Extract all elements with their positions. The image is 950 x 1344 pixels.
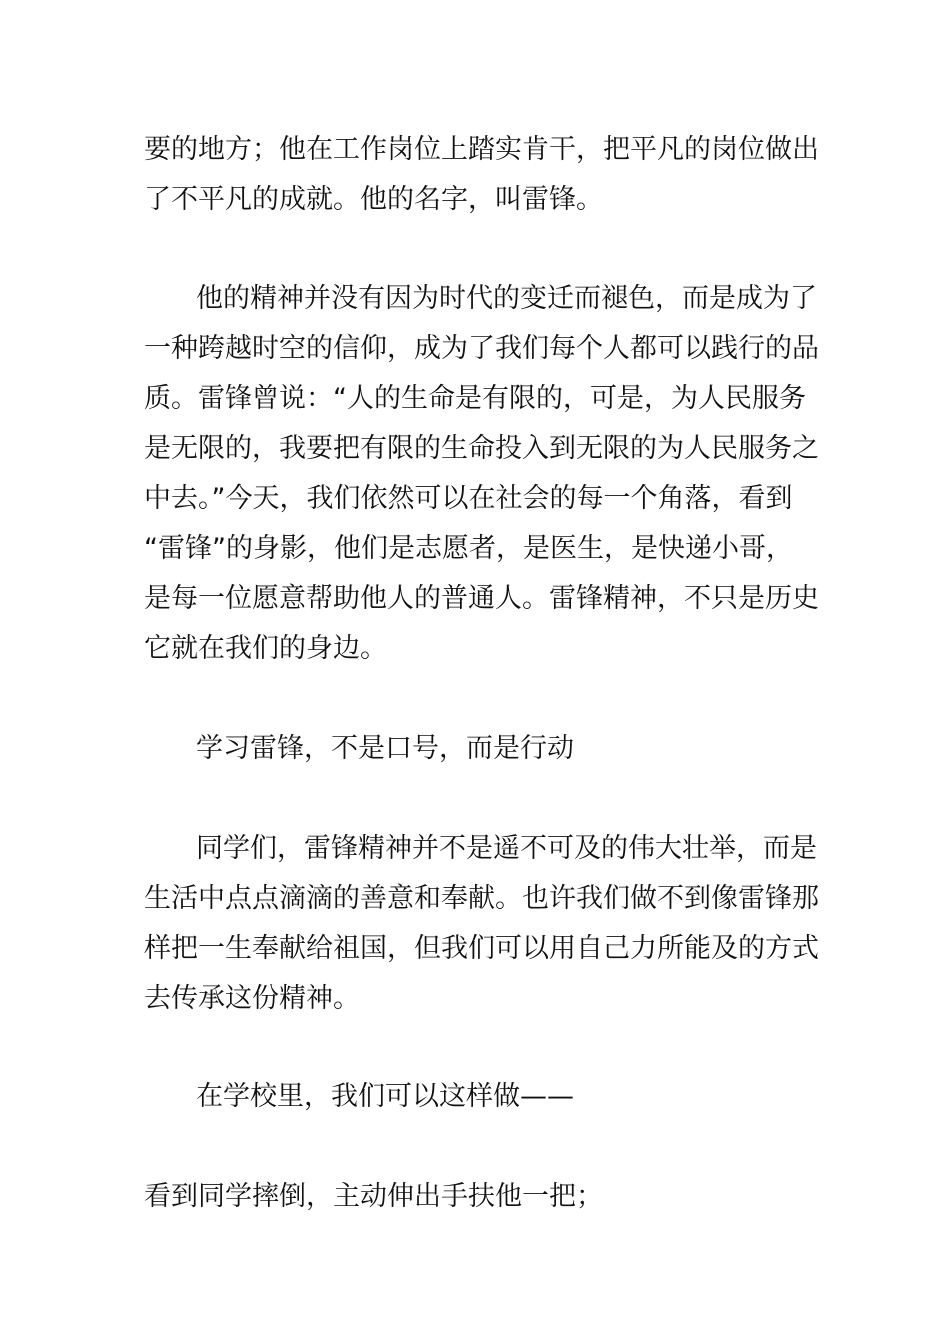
paragraph-continuation	[144, 125, 819, 225]
text-line: “雷锋”的身影，他们是志愿者，是医生，是快递小哥，	[144, 533, 793, 564]
text-line: 去传承这份精神。	[144, 983, 360, 1014]
text-line: 生活中点点滴滴的善意和奉献。也许我们做不到像雷锋那	[144, 883, 819, 914]
text-line: 学习雷锋，不是口号，而是行动	[196, 733, 574, 764]
paragraph-example	[144, 1172, 809, 1222]
text-line: 要的地方；他在工作岗位上踏实肯干，把平凡的岗位做出	[144, 134, 819, 165]
text-line: 在学校里，我们可以这样做——	[196, 1081, 574, 1112]
text-line: 中去。”今天，我们依然可以在社会的每一个角落，看到	[144, 483, 793, 514]
paragraph-spirit	[144, 274, 819, 674]
text-line: 是每一位愿意帮助他人的普通人。雷锋精神，不只是历史	[144, 583, 819, 614]
paragraph-school	[144, 1072, 809, 1122]
text-line: 一种跨越时空的信仰，成为了我们每个人都可以践行的品	[144, 333, 819, 364]
text-line: 看到同学摔倒，主动伸出手扶他一把；	[144, 1181, 603, 1212]
text-line: 是无限的，我要把有限的生命投入到无限的为人民服务之	[144, 433, 819, 464]
paragraph-students	[144, 824, 819, 1024]
section-heading	[144, 724, 809, 774]
text-line: 质。雷锋曾说：“人的生命是有限的，可是，为人民服务	[144, 383, 806, 414]
text-line: 他的精神并没有因为时代的变迁而褪色，而是成为了	[196, 283, 817, 314]
text-line: 同学们，雷锋精神并不是遥不可及的伟大壮举，而是	[196, 833, 817, 864]
text-line: 样把一生奉献给祖国，但我们可以用自己力所能及的方式	[144, 933, 819, 964]
text-line: 它就在我们的身边。	[144, 633, 387, 664]
text-line: 了不平凡的成就。他的名字，叫雷锋。	[144, 184, 603, 215]
